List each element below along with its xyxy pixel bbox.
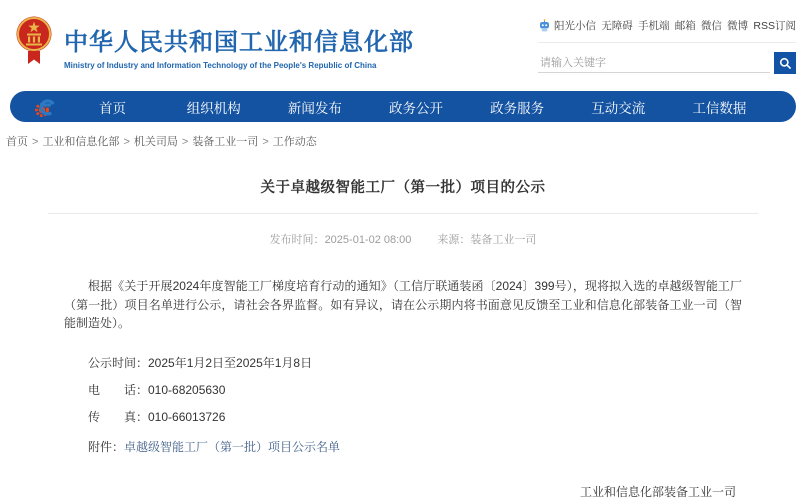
quick-link-accessibility[interactable]: 无障碍 (601, 20, 633, 32)
publish-time: 2025-01-02 08:00 (324, 234, 412, 246)
attachment-label: 附件： (88, 439, 125, 454)
phone-line: 电 话：010-68205630 (88, 382, 226, 397)
quick-link-label: 阳光小信 (554, 20, 596, 32)
article-meta (48, 231, 758, 247)
article-paragraph: 根据《关于开展2024年度智能工厂梯度培育行动的通知》（工信厅联通装函〔2024〕399号），现将拟入选的卓越级智能工厂（第一批）项目名单进行公示，请社会各界监督。如有异议，请在公示期内将书面意见反馈至工业和信息化部装备工业一司（智能制造处）。 (64, 279, 742, 331)
quick-link-wechat[interactable]: 微信 (700, 20, 722, 32)
nav-item-organization[interactable]: 组织机构 (186, 100, 241, 116)
attachment-link[interactable]: 卓越级智能工厂（第一批）项目公示名单 (124, 439, 341, 454)
search-input[interactable] (538, 53, 770, 73)
header-right (538, 18, 796, 74)
source-label: 来源： (437, 234, 471, 246)
ministry-name-en: Ministry of Industry and Information Technology of the People's Republic of China (64, 61, 377, 70)
title-divider (48, 213, 758, 214)
search-bar (538, 52, 796, 74)
search-button[interactable] (774, 52, 796, 74)
search-icon (779, 57, 792, 70)
breadcrumb-work-updates[interactable]: 工作动态 (272, 136, 317, 148)
quick-link-mail[interactable]: 邮箱 (674, 20, 696, 32)
breadcrumb-separator: > (181, 136, 189, 148)
breadcrumb-separator: > (262, 136, 269, 148)
nav-item-miit-data[interactable]: 工信数据 (692, 100, 747, 116)
site-brand[interactable] (14, 14, 414, 70)
article-title: 关于卓越级智能工厂（第一批）项目的公示 (260, 180, 546, 196)
article-body (48, 277, 758, 500)
nav-item-gov-disclosure[interactable]: 政务公开 (388, 100, 443, 116)
nav-item-news[interactable]: 新闻发布 (287, 100, 342, 116)
national-emblem-icon (14, 14, 54, 66)
breadcrumb-departments[interactable]: 机关司局 (133, 136, 178, 148)
breadcrumb-separator: > (32, 136, 39, 148)
quick-links (538, 18, 796, 43)
publicity-period-line: 公示时间：2025年1月2日至2025年1月8日 (88, 355, 313, 370)
breadcrumb-equipment-dept[interactable]: 装备工业一司 (192, 136, 259, 148)
breadcrumb (6, 133, 317, 149)
article (48, 150, 758, 500)
nav-item-gov-services[interactable]: 政务服务 (490, 100, 545, 116)
quick-link-mobile[interactable]: 手机端 (637, 20, 670, 32)
publish-time-label: 发布时间： (269, 234, 325, 246)
miit-logo-icon (34, 96, 56, 118)
nav-item-home[interactable]: 首页 (99, 100, 127, 116)
brand-text (64, 14, 414, 70)
source-value: 装备工业一司 (470, 234, 537, 246)
signature: 工业和信息化部装备工业一司 (579, 484, 736, 499)
attachment-line (64, 438, 742, 456)
quick-link-rss[interactable]: RSS订阅 (753, 20, 796, 32)
breadcrumb-home[interactable]: 首页 (6, 136, 28, 148)
site-header (0, 0, 806, 90)
ministry-name-cn: 中华人民共和国工业和信息化部 (64, 29, 414, 56)
nav-item-interaction[interactable]: 互动交流 (591, 100, 646, 116)
quick-link-weibo[interactable]: 微博 (727, 20, 749, 32)
breadcrumb-miit[interactable]: 工业和信息化部 (42, 136, 120, 148)
breadcrumb-separator: > (123, 136, 130, 148)
quick-link-sunshine-assistant[interactable] (538, 18, 596, 33)
mascot-icon (538, 19, 551, 32)
fax-line: 传 真：010-66013726 (88, 409, 226, 424)
main-nav (10, 91, 796, 122)
